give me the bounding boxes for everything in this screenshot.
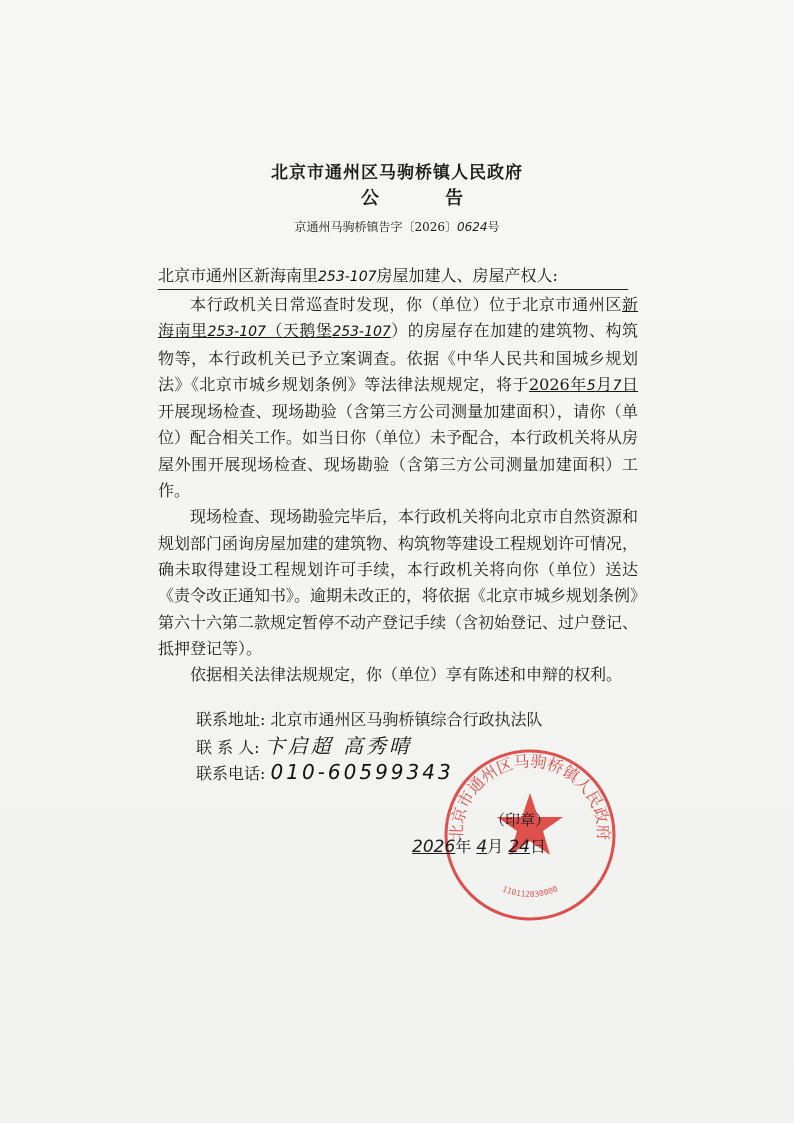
date-month: 4 bbox=[476, 837, 488, 857]
p1-month: 5 bbox=[586, 377, 596, 394]
p1-text-c: ）的房屋存在加建的建筑物、构筑物等，本行政机关已予立案调查。依据《中华人民共和国城乡规划法》《北京市城乡规划条例》等法律法规规定，将于 bbox=[158, 321, 638, 394]
contact-address bbox=[196, 708, 543, 732]
date-year: 2026 bbox=[412, 837, 456, 857]
seal-ring-text: 北京市通州区马驹桥镇人民政府 bbox=[446, 751, 614, 841]
date-day: 24 bbox=[508, 837, 530, 857]
contact-phone-label: 联系电话: bbox=[196, 764, 266, 783]
p1-day-unit: 日 bbox=[621, 374, 638, 394]
paragraph-1 bbox=[158, 292, 638, 504]
paragraph-2: 现场检查、现场勘验完毕后，本行政机关将向北京市自然资源和规划部门函询房屋加建的建筑物、构筑物等建设工程规划许可情况，确未取得建设工程规划许可手续，本行政机关将向你（单位）送达《责令改正通知书》。逾期未改正的，将依据《北京市城乡规划条例》第六十六第二款规定暂停不动产登记手续（含初始登记、过户登记、抵押登记等）。 bbox=[158, 507, 639, 658]
p1-text-a: 本行政机关日常巡查时发现，你（单位）位于北京市通州区 bbox=[190, 295, 622, 314]
issuer-title: 北京市通州区马驹桥镇人民政府 bbox=[271, 163, 523, 183]
contact-phone-value: 010-60599343 bbox=[270, 760, 454, 784]
contact-person-signature: 卞启超 高秀晴 bbox=[264, 734, 413, 758]
doc-number-prefix: 京通州马驹桥镇告字〔2026〕 bbox=[294, 220, 457, 234]
contact-person-label: 联 系 人: bbox=[196, 738, 260, 757]
date-day-unit: 日 bbox=[529, 837, 546, 856]
seal-label: （印章） bbox=[490, 811, 551, 829]
contact-person bbox=[196, 734, 412, 760]
paragraph-3: 依据相关法律法规规定，你（单位）享有陈述和申辩的权利。 bbox=[190, 665, 623, 685]
p1-month-unit: 月 bbox=[595, 374, 613, 394]
addressee-line bbox=[158, 265, 628, 290]
date-month-unit: 月 bbox=[487, 837, 504, 856]
p1-text-d: 开展现场检查、现场勘验（含第三方公司测量加建面积），请你（单位）配合相关工作。如当日你（单位）未予配合，本行政机关将从房屋外围开展现场检查、现场勘验（含第三方公司测量加建面积）工作。 bbox=[158, 402, 639, 501]
addressee-handwritten: 253-107 bbox=[318, 269, 377, 285]
document-number bbox=[0, 218, 794, 235]
p1-day: 7 bbox=[612, 377, 622, 394]
addressee-part2: 房屋加建人、房屋产权人: bbox=[376, 266, 558, 285]
p1-handwritten-unit-2: 253-107 bbox=[332, 324, 391, 341]
notice-body bbox=[158, 292, 638, 688]
notice-heading: 公 告 bbox=[360, 188, 494, 209]
doc-number-handwritten: 0624 bbox=[456, 220, 488, 234]
date-year-unit: 年 bbox=[455, 837, 472, 856]
p1-year-unit: 年 bbox=[569, 374, 587, 394]
p1-handwritten-unit: 253-107 bbox=[207, 324, 266, 341]
contact-address-value: 北京市通州区马驹桥镇综合行政执法队 bbox=[270, 710, 543, 729]
contact-phone bbox=[196, 760, 454, 786]
issue-date bbox=[412, 834, 546, 857]
addressee-part1: 北京市通州区新海南里 bbox=[158, 266, 319, 285]
doc-number-suffix: 号 bbox=[487, 220, 500, 234]
p1-text-b: （天鹅堡 bbox=[265, 321, 333, 341]
p1-year: 2026 bbox=[529, 374, 570, 394]
contact-address-label: 联系地址: bbox=[196, 710, 266, 729]
p1-address: 新海南里 bbox=[158, 295, 638, 341]
seal-code: 110112030000 bbox=[501, 884, 559, 899]
